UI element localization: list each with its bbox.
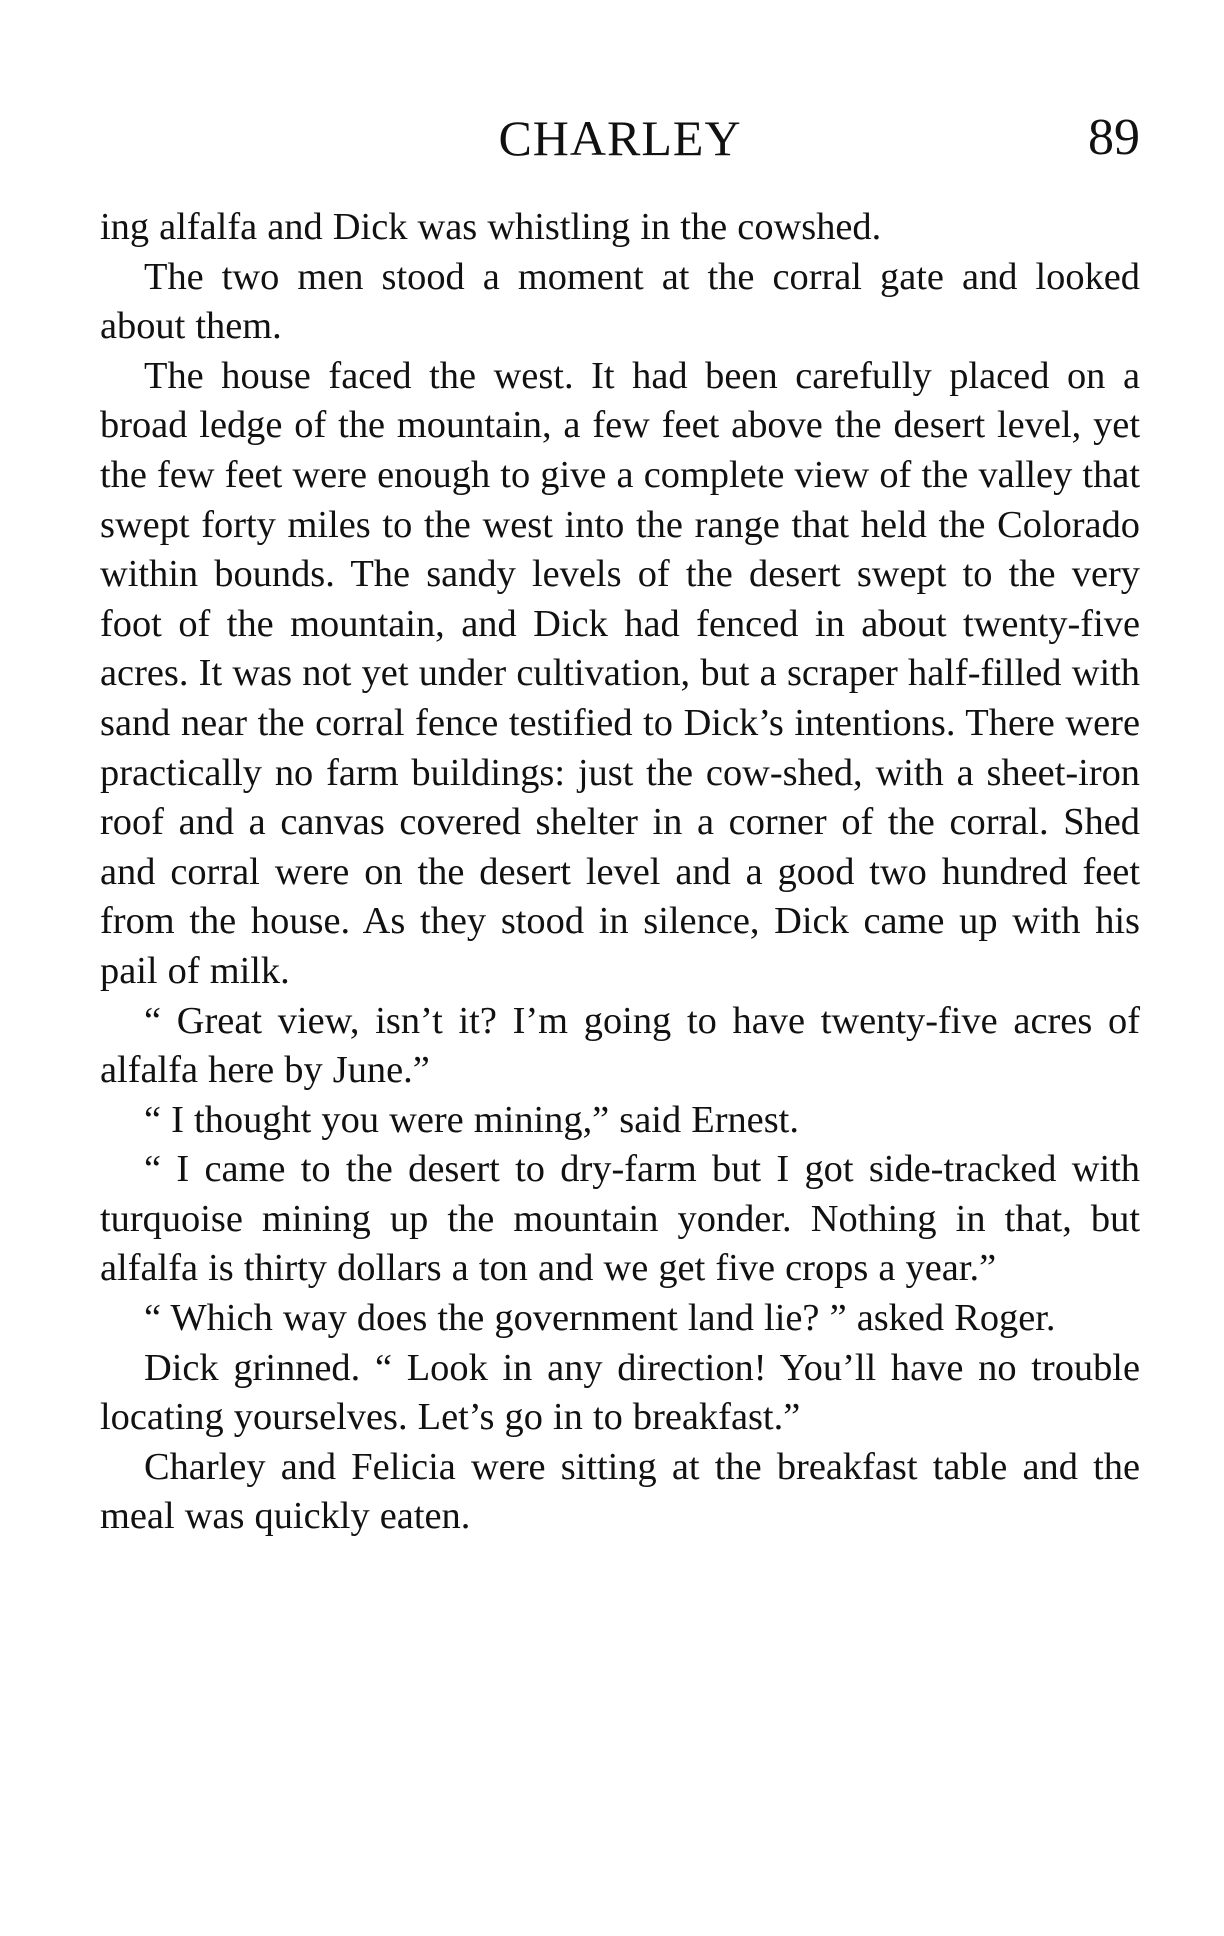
paragraph: The house faced the west. It had been carefully placed on a broad ledge of the mountain, a few feet above the desert level, yet the few feet were enough to give a complete view of the valley that swept forty miles to the west into the range that held the Colorado within bounds. The sandy levels of the desert swept to the very foot of the mountain, and Dick had fenced in about twenty-five acres. It was not yet under cultivation, but a scraper half-filled with sand near the corral fence testified to Dick’s intentions. There were practically no farm buildings: just the cow-shed, with a sheet-iron roof and a canvas covered shelter in a corner of the corral. Shed and corral were on the desert level and a good two hundred feet from the house. As they stood in silence, Dick came up with his pail of milk.: [100, 354, 1140, 992]
page-number: 89: [1088, 109, 1140, 166]
paragraph: “ Which way does the government land lie? ” asked Roger.: [144, 1297, 1056, 1340]
paragraph: Charley and Felicia were sitting at the breakfast table and the meal was quickly eaten.: [100, 1445, 1140, 1538]
paragraph: Dick grinned. “ Look in any direction! You’ll have no trouble locating yourselves. Let’s go in to breakfast.”: [100, 1346, 1140, 1439]
paragraph: The two men stood a moment at the corral gate and looked about them.: [100, 255, 1140, 348]
running-title: CHARLEY: [498, 110, 742, 166]
body-text: [100, 203, 1140, 1542]
paragraph: “ I came to the desert to dry-farm but I got side-tracked with turquoise mining up the mountain yonder. Nothing in that, but alfalfa is thirty dollars a ton and we get five crops a year.”: [100, 1148, 1140, 1290]
paragraph: ing alfalfa and Dick was whistling in the cowshed.: [100, 206, 882, 248]
paragraph: “ I thought you were mining,” said Ernest.: [144, 1098, 799, 1141]
paragraph: “ Great view, isn’t it? I’m going to have twenty-five acres of alfalfa here by June.”: [100, 999, 1140, 1092]
running-head: [100, 108, 1140, 168]
